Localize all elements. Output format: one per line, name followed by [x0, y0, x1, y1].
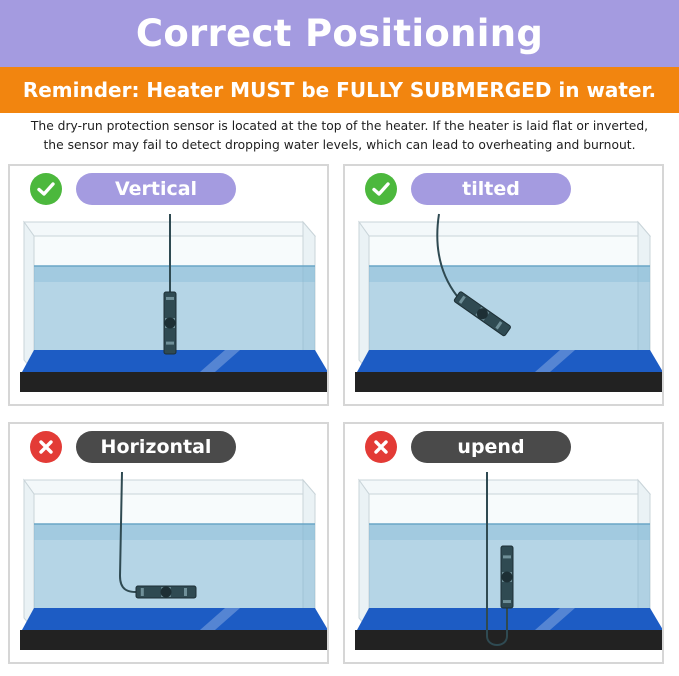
heater: [136, 586, 196, 598]
page-title: Correct Positioning: [135, 12, 544, 55]
panel-upend: [343, 422, 664, 664]
reminder-text: Reminder: Heater MUST be FULLY SUBMERGED in water.: [22, 78, 657, 102]
check-icon: [365, 173, 397, 205]
panel-vertical: [8, 164, 329, 406]
aquarium-tank: [345, 200, 664, 406]
aquarium-tank: [10, 458, 329, 664]
position-label: upend: [411, 431, 571, 463]
description: [0, 117, 679, 155]
heater: [501, 546, 513, 608]
cross-icon: [30, 431, 62, 463]
reminder-banner: [0, 67, 679, 113]
aquarium-tank: [345, 458, 664, 664]
position-label: tilted: [411, 173, 571, 205]
aquarium-tank: [10, 200, 329, 406]
check-icon: [30, 173, 62, 205]
description-line-1: The dry-run protection sensor is located at the top of the heater. If the heater is laid flat or inverted,: [30, 119, 649, 133]
panel-tilted: [343, 164, 664, 406]
description-line-2: the sensor may fail to detect dropping water levels, which can lead to overheating and burnout.: [43, 138, 636, 152]
position-label: Vertical: [76, 173, 236, 205]
panel-horizontal: [8, 422, 329, 664]
position-label: Horizontal: [76, 431, 236, 463]
heater: [164, 292, 176, 354]
cross-icon: [365, 431, 397, 463]
title-banner: [0, 0, 679, 67]
